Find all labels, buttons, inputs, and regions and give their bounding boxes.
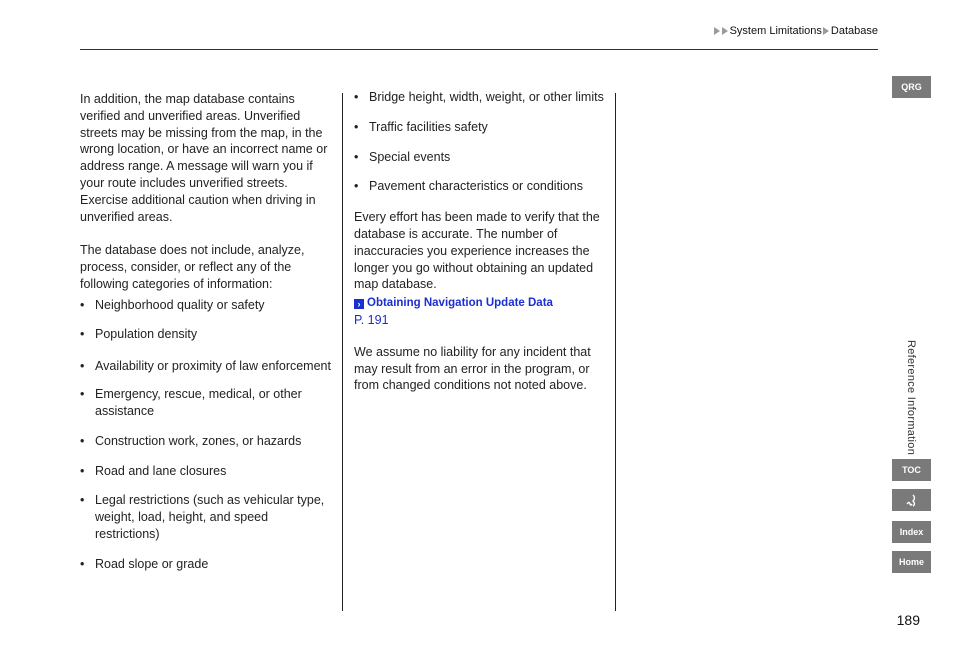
list-item: • Construction work, zones, or hazards: [80, 433, 332, 450]
liability-paragraph: We assume no liability for any incident that may result from an error in the program, or from changed conditions not noted above.: [354, 344, 591, 393]
categories-intro-paragraph: The database does not include, analyze, process, consider, or reflect any of the following categories of information:: [80, 243, 305, 291]
left-column: [80, 91, 332, 573]
right-column: [354, 89, 609, 394]
page-reference-link[interactable]: P. 191: [354, 312, 389, 327]
breadcrumb-arrow-icon: [714, 27, 720, 35]
column-divider-right: [615, 93, 616, 611]
header-divider: [80, 49, 878, 50]
index-tab[interactable]: Index: [892, 521, 931, 543]
accuracy-paragraph: Every effort has been made to verify that the database is accurate. The number of inaccuracies you experience increases the longer you go without obtaining an updated map database.: [354, 210, 600, 292]
breadcrumb-item-system-limitations[interactable]: System Limitations: [729, 25, 822, 37]
cross-reference-arrow-icon: ›: [354, 299, 364, 309]
section-label: Reference Information: [905, 340, 917, 456]
toc-tab[interactable]: TOC: [892, 459, 931, 481]
navigation-update-link[interactable]: [354, 295, 609, 312]
column-divider-left: [342, 93, 343, 611]
list-item: • Emergency, rescue, medical, or other assistance: [80, 386, 332, 420]
breadcrumb-item-database: Database: [830, 25, 878, 37]
list-item: • Population density: [80, 326, 332, 343]
list-item: • Road and lane closures: [80, 463, 332, 480]
qrg-tab[interactable]: QRG: [892, 76, 931, 98]
intro-paragraph: In addition, the map database contains verified and unverified areas. Unverified streets may be missing from the map, in the wrong location, or have an incorrect name or address range. A message will warn you if your route includes unverified streets. Exercise additional caution when driving in unverified areas.: [80, 92, 328, 224]
list-item: • Road slope or grade: [80, 556, 332, 573]
list-item: • Pavement characteristics or conditions: [354, 178, 609, 195]
voice-command-tab[interactable]: [892, 489, 931, 511]
list-item: • Availability or proximity of law enforcement: [80, 358, 332, 375]
list-item: • Legal restrictions (such as vehicular type, weight, load, height, and speed restrictions): [80, 492, 332, 542]
voice-command-icon: [904, 492, 920, 508]
link-label: Obtaining Navigation Update Data: [367, 297, 553, 310]
list-item: • Bridge height, width, weight, or other limits: [354, 89, 609, 106]
list-item: • Special events: [354, 149, 609, 166]
list-item: • Neighborhood quality or safety: [80, 297, 332, 314]
breadcrumb-arrow-icon: [823, 27, 829, 35]
home-tab[interactable]: Home: [892, 551, 931, 573]
list-item: • Traffic facilities safety: [354, 119, 609, 136]
breadcrumb: [714, 25, 878, 37]
page-number: 189: [896, 612, 920, 628]
categories-list-continued: [354, 89, 609, 195]
categories-list: [80, 297, 332, 573]
breadcrumb-arrow-icon: [722, 27, 728, 35]
